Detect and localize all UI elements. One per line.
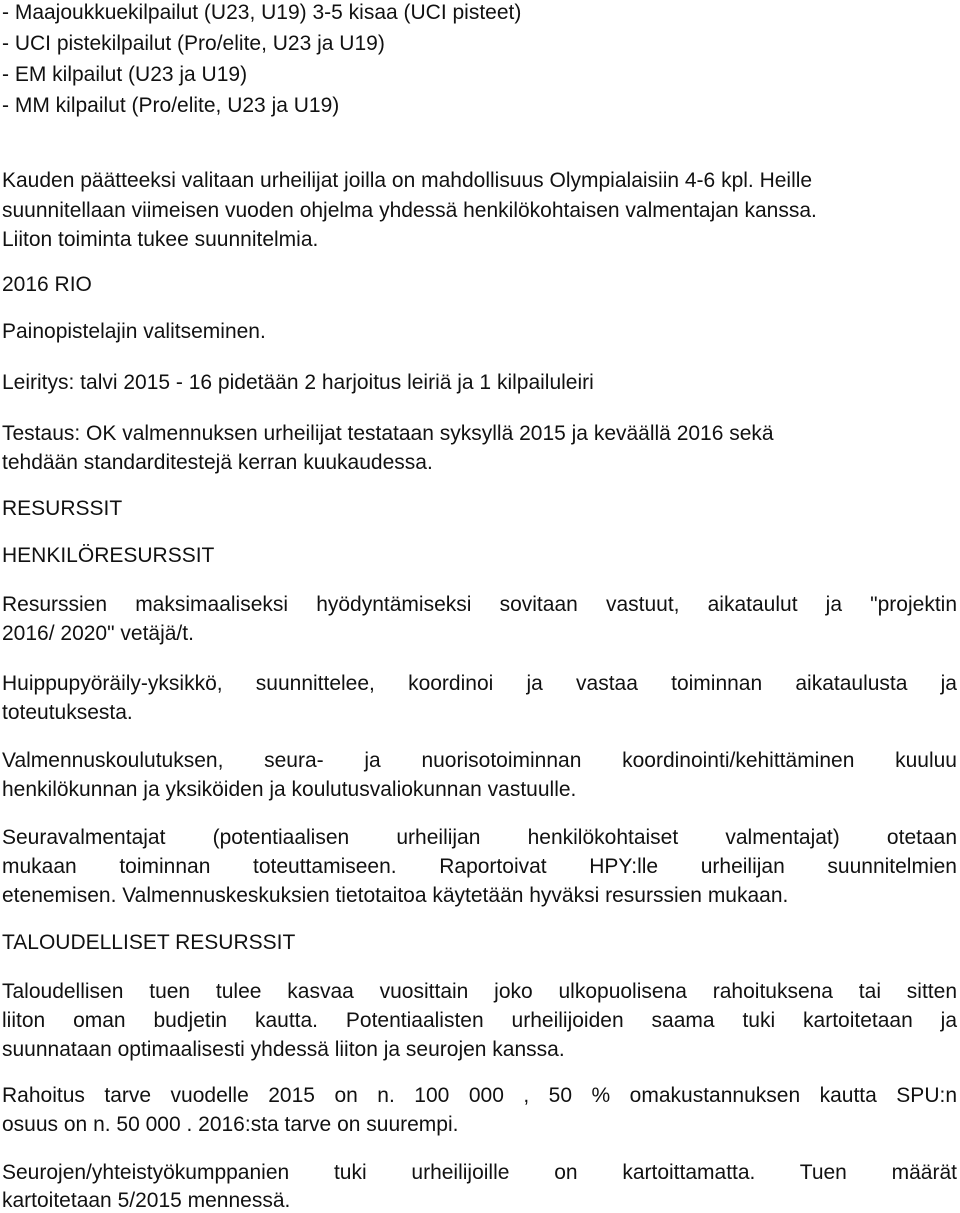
- heading-financial-resources: TALOUDELLISET RESURSSIT: [2, 931, 296, 954]
- coaching-paragraph-line: henkilökunnan ja yksiköiden ja koulutusvaliokunnan vastuulle.: [2, 778, 577, 801]
- selection-paragraph: Painopistelajin valitseminen.: [2, 320, 266, 343]
- season-paragraph-line: Liiton toiminta tukee suunnitelmia.: [2, 228, 319, 251]
- club-coaches-paragraph-line: Seuravalmentajat (potentiaalisen urheilijan henkilökohtaiset valmentajat) otetaan: [2, 826, 957, 849]
- list-item: - Maajoukkuekilpailut (U23, U19) 3-5 kisaa (UCI pisteet): [2, 1, 522, 24]
- unit-paragraph-line: Huippupyöräily-yksikkö, suunnittelee, koordinoi ja vastaa toiminnan aikataulusta ja: [2, 672, 957, 695]
- coaching-paragraph-line: Valmennuskoulutuksen, seura- ja nuorisotoiminnan koordinointi/kehittäminen kuuluu: [2, 749, 957, 772]
- list-item: - UCI pistekilpailut (Pro/elite, U23 ja U19): [2, 32, 385, 55]
- season-paragraph-line: Kauden päätteeksi valitaan urheilijat joilla on mahdollisuus Olympialaisiin 4-6 kpl. Heille: [2, 169, 813, 192]
- testing-paragraph-line: Testaus: OK valmennuksen urheilijat testataan syksyllä 2015 ja keväällä 2016 sekä: [2, 422, 774, 445]
- testing-paragraph-line: tehdään standarditestejä kerran kuukaudessa.: [2, 451, 433, 474]
- unit-paragraph-line: toteutuksesta.: [2, 701, 133, 724]
- heading-rio: 2016 RIO: [2, 273, 92, 296]
- partners-paragraph-line: Seurojen/yhteistyökumppanien tuki urheilijoille on kartoittamatta. Tuen määrät: [2, 1161, 957, 1184]
- financial-paragraph-line: Taloudellisen tuen tulee kasvaa vuosittain joko ulkopuolisena rahoituksena tai sitten: [2, 980, 957, 1003]
- heading-human-resources: HENKILÖRESURSSIT: [2, 544, 215, 567]
- financial-paragraph-line: suunnataan optimaalisesti yhdessä liiton ja seurojen kanssa.: [2, 1038, 565, 1061]
- club-coaches-paragraph-line: mukaan toiminnan toteuttamiseen. Raportoivat HPY:lle urheilijan suunnitelmien: [2, 855, 957, 878]
- list-item: - MM kilpailut (Pro/elite, U23 ja U19): [2, 94, 340, 117]
- club-coaches-paragraph-line: etenemisen. Valmennuskeskuksien tietotaitoa käytetään hyväksi resurssien mukaan.: [2, 884, 789, 907]
- funding-paragraph-line: Rahoitus tarve vuodelle 2015 on n. 100 000 , 50 % omakustannuksen kautta SPU:n: [2, 1084, 957, 1107]
- season-paragraph-line: suunnitellaan viimeisen vuoden ohjelma yhdessä henkilökohtaisen valmentajan kanssa.: [2, 199, 817, 222]
- competition-list: [2, 1, 521, 125]
- camp-paragraph: Leiritys: talvi 2015 - 16 pidetään 2 harjoitus leiriä ja 1 kilpailuleiri: [2, 371, 594, 394]
- resources-paragraph-line: 2016/ 2020" vetäjä/t.: [2, 622, 194, 645]
- funding-paragraph-line: osuus on n. 50 000 . 2016:sta tarve on suurempi.: [2, 1113, 459, 1136]
- heading-resources: RESURSSIT: [2, 497, 123, 520]
- financial-paragraph-line: liiton oman budjetin kautta. Potentiaalisten urheilijoiden saama tuki kartoitetaan ja: [2, 1009, 957, 1032]
- list-item: - EM kilpailut (U23 ja U19): [2, 63, 248, 86]
- partners-paragraph-line: kartoitetaan 5/2015 mennessä.: [2, 1189, 291, 1212]
- resources-paragraph-line: Resurssien maksimaaliseksi hyödyntämiseksi sovitaan vastuut, aikataulut ja "projektin: [2, 593, 957, 616]
